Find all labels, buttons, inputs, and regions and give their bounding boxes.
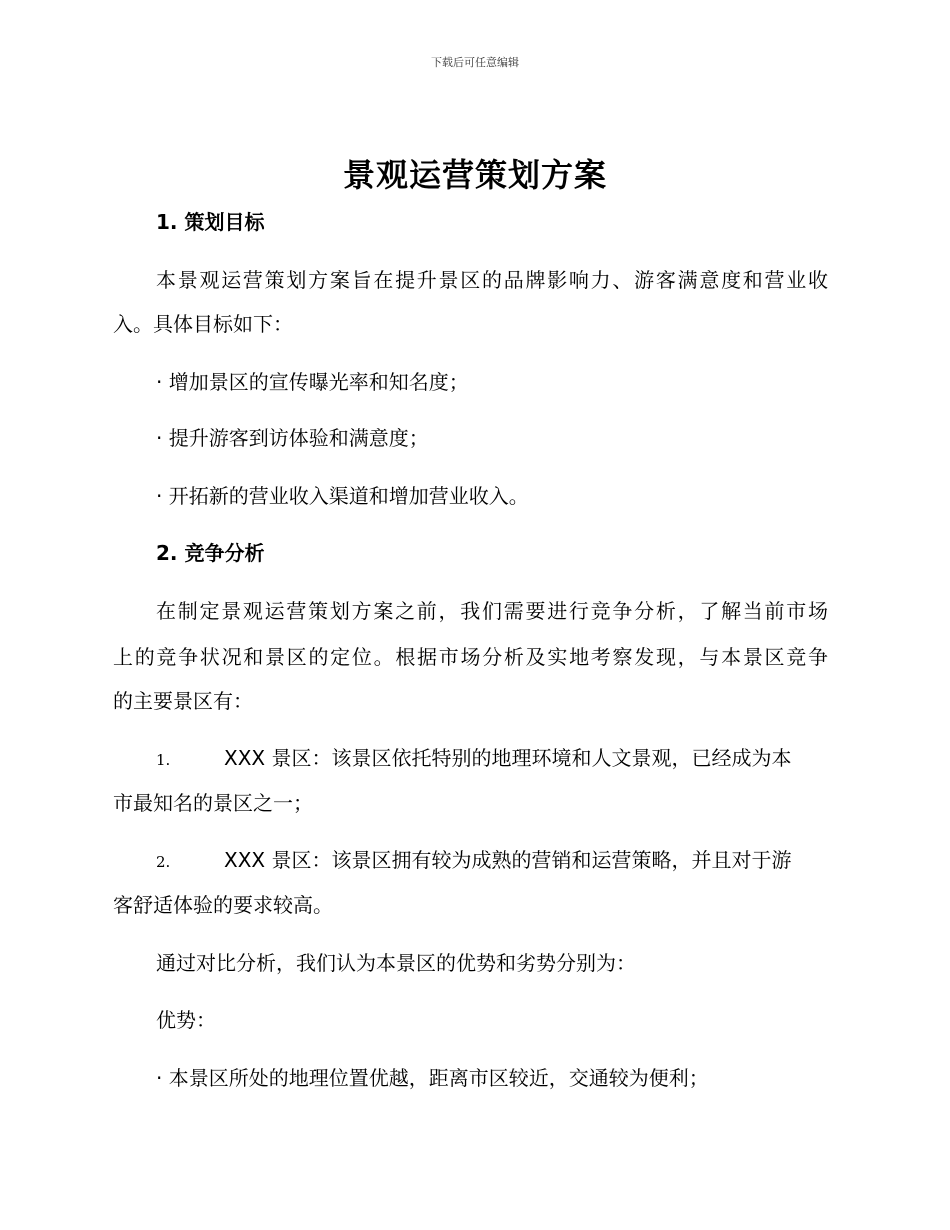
item-text: XXX 景区：该景区拥有较为成熟的营销和运营策略，并且对于游 bbox=[224, 848, 792, 872]
numbered-item bbox=[156, 838, 836, 884]
numbered-item bbox=[156, 736, 836, 782]
document-title: 景观运营策划方案 bbox=[342, 156, 607, 194]
item-number: 1. bbox=[156, 751, 171, 769]
paragraph-line: 上的竞争状况和景区的定位。根据市场分析及实地考察发现，与本景区竞争 bbox=[113, 645, 828, 669]
advantages-label: 优势： bbox=[156, 1008, 216, 1032]
list-item: · 本景区所处的地理位置优越，距离市区较近，交通较为便利； bbox=[156, 1066, 709, 1090]
section-heading-competition: 2. 竞争分析 bbox=[156, 541, 265, 565]
item-number: 2. bbox=[156, 853, 171, 871]
list-item: · 开拓新的营业收入渠道和增加营业收入。 bbox=[156, 484, 529, 508]
paragraph-line: 本景观运营策划方案旨在提升景区的品牌影响力、游客满意度和营业收 bbox=[156, 268, 828, 292]
numbered-item-continuation: 客舒适体验的要求较高。 bbox=[113, 893, 333, 917]
section-heading-goals: 1. 策划目标 bbox=[156, 210, 265, 234]
header-note: 下载后可任意编辑 bbox=[431, 56, 519, 69]
paragraph-line: 在制定景观运营策划方案之前，我们需要进行竞争分析，了解当前市场 bbox=[156, 599, 828, 623]
paragraph-line: 入。具体目标如下： bbox=[113, 312, 293, 336]
item-text: XXX 景区：该景区依托特别的地理环境和人文景观，已经成为本 bbox=[224, 746, 792, 770]
list-item: · 增加景区的宣传曝光率和知名度； bbox=[156, 370, 469, 394]
list-item: · 提升游客到访体验和满意度； bbox=[156, 426, 429, 450]
numbered-item-continuation: 市最知名的景区之一； bbox=[113, 791, 313, 815]
paragraph-line: 通过对比分析，我们认为本景区的优势和劣势分别为： bbox=[156, 951, 636, 975]
paragraph-line: 的主要景区有： bbox=[113, 689, 253, 713]
